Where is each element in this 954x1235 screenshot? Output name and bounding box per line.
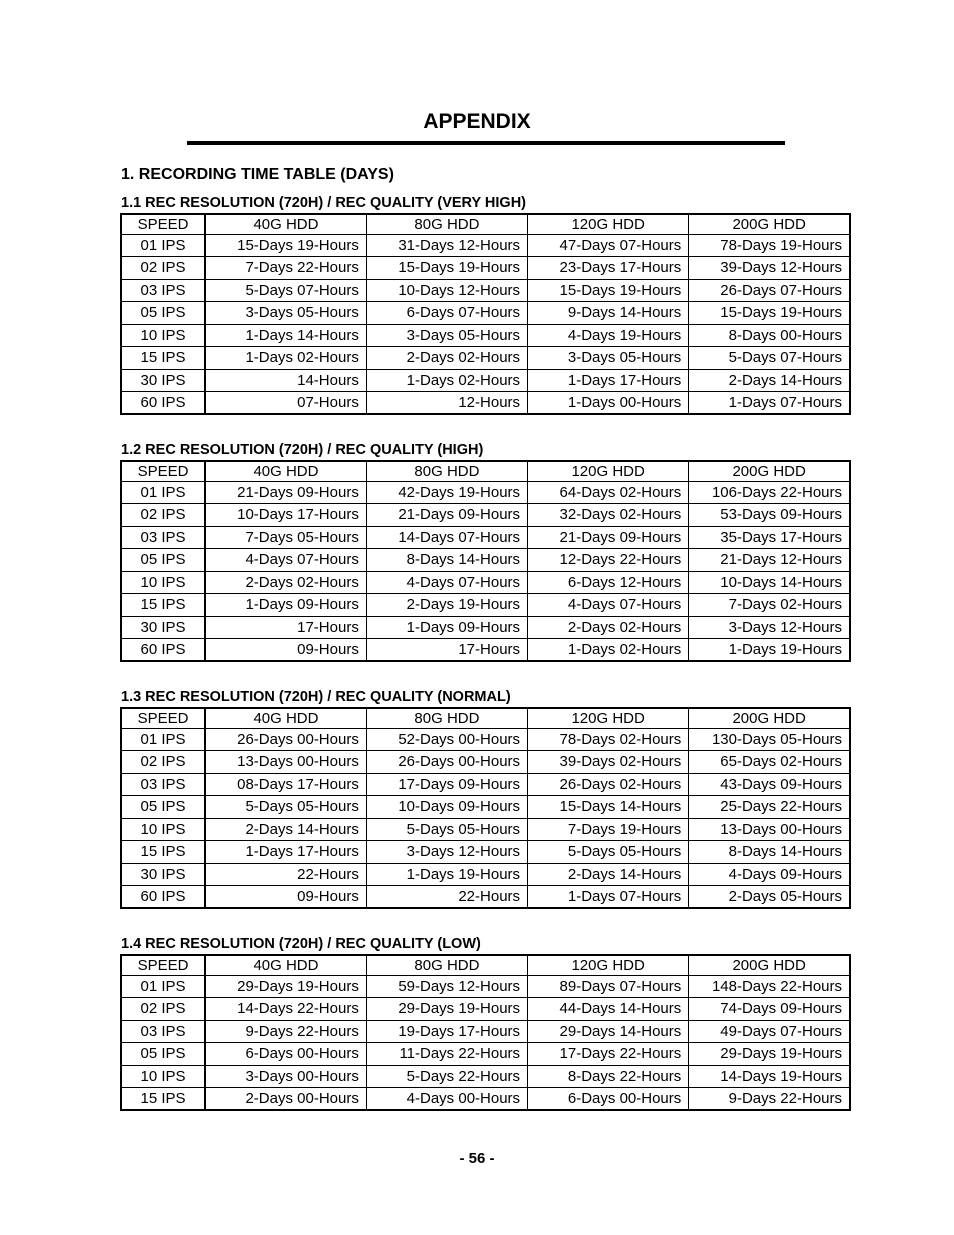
duration-cell: 26-Days 00-Hours	[366, 751, 527, 774]
table-row	[121, 751, 850, 774]
duration-cell: 15-Days 14-Hours	[528, 796, 689, 819]
duration-cell: 31-Days 12-Hours	[366, 234, 527, 257]
duration-cell: 3-Days 00-Hours	[205, 1065, 366, 1088]
duration-cell: 8-Days 00-Hours	[689, 324, 850, 347]
duration-cell: 17-Days 09-Hours	[366, 773, 527, 796]
duration-cell: 2-Days 02-Hours	[528, 616, 689, 639]
duration-cell: 6-Days 00-Hours	[528, 1088, 689, 1111]
table-row	[121, 504, 850, 527]
duration-cell: 6-Days 12-Hours	[528, 571, 689, 594]
duration-cell: 2-Days 02-Hours	[366, 347, 527, 370]
duration-cell: 1-Days 02-Hours	[366, 369, 527, 392]
duration-cell: 1-Days 17-Hours	[528, 369, 689, 392]
duration-cell: 3-Days 12-Hours	[366, 841, 527, 864]
duration-cell: 4-Days 19-Hours	[528, 324, 689, 347]
duration-cell: 42-Days 19-Hours	[366, 481, 527, 504]
speed-cell: 10 IPS	[121, 818, 205, 841]
duration-cell: 3-Days 12-Hours	[689, 616, 850, 639]
duration-cell: 22-Hours	[366, 886, 527, 909]
duration-cell: 49-Days 07-Hours	[689, 1020, 850, 1043]
table-row	[121, 616, 850, 639]
duration-cell: 2-Days 05-Hours	[689, 886, 850, 909]
duration-cell: 15-Days 19-Hours	[689, 302, 850, 325]
table-row	[121, 257, 850, 280]
duration-cell: 4-Days 00-Hours	[366, 1088, 527, 1111]
duration-cell: 14-Days 19-Hours	[689, 1065, 850, 1088]
speed-cell: 03 IPS	[121, 279, 205, 302]
duration-cell: 08-Days 17-Hours	[205, 773, 366, 796]
duration-cell: 4-Days 07-Hours	[205, 549, 366, 572]
table-header-row	[121, 955, 850, 975]
duration-cell: 5-Days 07-Hours	[205, 279, 366, 302]
duration-cell: 43-Days 09-Hours	[689, 773, 850, 796]
duration-cell: 64-Days 02-Hours	[528, 481, 689, 504]
duration-cell: 21-Days 12-Hours	[689, 549, 850, 572]
table-header-row	[121, 461, 850, 481]
duration-cell: 13-Days 00-Hours	[205, 751, 366, 774]
table-row	[121, 1043, 850, 1066]
duration-cell: 10-Days 14-Hours	[689, 571, 850, 594]
duration-cell: 65-Days 02-Hours	[689, 751, 850, 774]
table-heading-normal: 1.3 REC RESOLUTION (720H) / REC QUALITY (NORMAL)	[121, 689, 511, 705]
duration-cell: 2-Days 14-Hours	[528, 863, 689, 886]
table-row	[121, 369, 850, 392]
column-header: 200G HDD	[689, 461, 850, 481]
duration-cell: 53-Days 09-Hours	[689, 504, 850, 527]
column-header: 80G HDD	[366, 214, 527, 234]
table-row	[121, 526, 850, 549]
duration-cell: 09-Hours	[205, 886, 366, 909]
table-row	[121, 728, 850, 751]
duration-cell: 8-Days 14-Hours	[366, 549, 527, 572]
duration-cell: 15-Days 19-Hours	[205, 234, 366, 257]
column-header: 200G HDD	[689, 955, 850, 975]
duration-cell: 25-Days 22-Hours	[689, 796, 850, 819]
duration-cell: 4-Days 07-Hours	[528, 594, 689, 617]
duration-cell: 3-Days 05-Hours	[366, 324, 527, 347]
duration-cell: 89-Days 07-Hours	[528, 975, 689, 998]
column-header: 120G HDD	[528, 955, 689, 975]
duration-cell: 14-Days 07-Hours	[366, 526, 527, 549]
duration-cell: 148-Days 22-Hours	[689, 975, 850, 998]
speed-cell: 05 IPS	[121, 549, 205, 572]
duration-cell: 6-Days 00-Hours	[205, 1043, 366, 1066]
duration-cell: 5-Days 22-Hours	[366, 1065, 527, 1088]
speed-cell: 60 IPS	[121, 886, 205, 909]
table-row	[121, 1020, 850, 1043]
table-row	[121, 302, 850, 325]
duration-cell: 9-Days 22-Hours	[205, 1020, 366, 1043]
duration-cell: 106-Days 22-Hours	[689, 481, 850, 504]
duration-cell: 1-Days 07-Hours	[528, 886, 689, 909]
duration-cell: 1-Days 14-Hours	[205, 324, 366, 347]
duration-cell: 21-Days 09-Hours	[205, 481, 366, 504]
duration-cell: 1-Days 09-Hours	[366, 616, 527, 639]
speed-cell: 05 IPS	[121, 796, 205, 819]
duration-cell: 10-Days 17-Hours	[205, 504, 366, 527]
speed-cell: 03 IPS	[121, 526, 205, 549]
speed-cell: 15 IPS	[121, 1088, 205, 1111]
table-row	[121, 863, 850, 886]
table-row	[121, 998, 850, 1021]
duration-cell: 29-Days 19-Hours	[205, 975, 366, 998]
duration-cell: 29-Days 14-Hours	[528, 1020, 689, 1043]
speed-cell: 03 IPS	[121, 1020, 205, 1043]
duration-cell: 35-Days 17-Hours	[689, 526, 850, 549]
duration-cell: 39-Days 12-Hours	[689, 257, 850, 280]
column-header: 200G HDD	[689, 214, 850, 234]
section-heading: 1. RECORDING TIME TABLE (DAYS)	[121, 166, 394, 183]
duration-cell: 12-Hours	[366, 392, 527, 415]
duration-cell: 1-Days 19-Hours	[689, 639, 850, 662]
speed-cell: 10 IPS	[121, 571, 205, 594]
duration-cell: 13-Days 00-Hours	[689, 818, 850, 841]
duration-cell: 17-Hours	[366, 639, 527, 662]
duration-cell: 5-Days 05-Hours	[366, 818, 527, 841]
speed-cell: 60 IPS	[121, 392, 205, 415]
speed-cell: 03 IPS	[121, 773, 205, 796]
duration-cell: 14-Hours	[205, 369, 366, 392]
duration-cell: 2-Days 14-Hours	[205, 818, 366, 841]
recording-table-high	[120, 460, 851, 662]
duration-cell: 5-Days 05-Hours	[528, 841, 689, 864]
table-row	[121, 594, 850, 617]
duration-cell: 1-Days 02-Hours	[528, 639, 689, 662]
duration-cell: 10-Days 12-Hours	[366, 279, 527, 302]
table-row	[121, 639, 850, 662]
duration-cell: 2-Days 14-Hours	[689, 369, 850, 392]
duration-cell: 2-Days 00-Hours	[205, 1088, 366, 1111]
table-row	[121, 234, 850, 257]
table-row	[121, 279, 850, 302]
table-row	[121, 347, 850, 370]
speed-cell: 02 IPS	[121, 998, 205, 1021]
duration-cell: 6-Days 07-Hours	[366, 302, 527, 325]
duration-cell: 2-Days 02-Hours	[205, 571, 366, 594]
duration-cell: 21-Days 09-Hours	[528, 526, 689, 549]
duration-cell: 59-Days 12-Hours	[366, 975, 527, 998]
duration-cell: 29-Days 19-Hours	[366, 998, 527, 1021]
duration-cell: 9-Days 14-Hours	[528, 302, 689, 325]
table-row	[121, 841, 850, 864]
speed-cell: 02 IPS	[121, 257, 205, 280]
table-row	[121, 886, 850, 909]
duration-cell: 5-Days 07-Hours	[689, 347, 850, 370]
duration-cell: 26-Days 07-Hours	[689, 279, 850, 302]
table-row	[121, 796, 850, 819]
duration-cell: 1-Days 00-Hours	[528, 392, 689, 415]
speed-cell: 01 IPS	[121, 234, 205, 257]
column-header: 80G HDD	[366, 955, 527, 975]
duration-cell: 1-Days 09-Hours	[205, 594, 366, 617]
duration-cell: 26-Days 02-Hours	[528, 773, 689, 796]
duration-cell: 130-Days 05-Hours	[689, 728, 850, 751]
duration-cell: 32-Days 02-Hours	[528, 504, 689, 527]
speed-cell: 10 IPS	[121, 324, 205, 347]
duration-cell: 78-Days 02-Hours	[528, 728, 689, 751]
table-row	[121, 571, 850, 594]
duration-cell: 19-Days 17-Hours	[366, 1020, 527, 1043]
duration-cell: 17-Days 22-Hours	[528, 1043, 689, 1066]
duration-cell: 1-Days 02-Hours	[205, 347, 366, 370]
duration-cell: 4-Days 09-Hours	[689, 863, 850, 886]
duration-cell: 21-Days 09-Hours	[366, 504, 527, 527]
duration-cell: 23-Days 17-Hours	[528, 257, 689, 280]
duration-cell: 14-Days 22-Hours	[205, 998, 366, 1021]
speed-cell: 60 IPS	[121, 639, 205, 662]
duration-cell: 8-Days 22-Hours	[528, 1065, 689, 1088]
duration-cell: 44-Days 14-Hours	[528, 998, 689, 1021]
speed-cell: 01 IPS	[121, 728, 205, 751]
speed-cell: 30 IPS	[121, 863, 205, 886]
column-header: 80G HDD	[366, 461, 527, 481]
duration-cell: 3-Days 05-Hours	[205, 302, 366, 325]
speed-cell: 05 IPS	[121, 302, 205, 325]
table-heading-high: 1.2 REC RESOLUTION (720H) / REC QUALITY (HIGH)	[121, 442, 484, 458]
table-row	[121, 392, 850, 415]
speed-cell: 02 IPS	[121, 751, 205, 774]
duration-cell: 1-Days 19-Hours	[366, 863, 527, 886]
column-header: 120G HDD	[528, 708, 689, 728]
table-heading-low: 1.4 REC RESOLUTION (720H) / REC QUALITY (LOW)	[121, 936, 481, 952]
duration-cell: 29-Days 19-Hours	[689, 1043, 850, 1066]
recording-table-very-high	[120, 213, 851, 415]
column-header: 40G HDD	[205, 955, 366, 975]
duration-cell: 22-Hours	[205, 863, 366, 886]
table-row	[121, 549, 850, 572]
speed-cell: 02 IPS	[121, 504, 205, 527]
table-header-row	[121, 708, 850, 728]
speed-cell: 15 IPS	[121, 594, 205, 617]
duration-cell: 1-Days 17-Hours	[205, 841, 366, 864]
duration-cell: 09-Hours	[205, 639, 366, 662]
page-title: APPENDIX	[423, 110, 531, 133]
speed-cell: 01 IPS	[121, 975, 205, 998]
duration-cell: 39-Days 02-Hours	[528, 751, 689, 774]
column-header: 80G HDD	[366, 708, 527, 728]
duration-cell: 2-Days 19-Hours	[366, 594, 527, 617]
duration-cell: 7-Days 02-Hours	[689, 594, 850, 617]
duration-cell: 3-Days 05-Hours	[528, 347, 689, 370]
duration-cell: 12-Days 22-Hours	[528, 549, 689, 572]
title-underline	[187, 141, 785, 145]
table-heading-very-high: 1.1 REC RESOLUTION (720H) / REC QUALITY (VERY HIGH)	[121, 195, 526, 211]
speed-cell: 01 IPS	[121, 481, 205, 504]
duration-cell: 17-Hours	[205, 616, 366, 639]
duration-cell: 74-Days 09-Hours	[689, 998, 850, 1021]
speed-cell: 05 IPS	[121, 1043, 205, 1066]
duration-cell: 8-Days 14-Hours	[689, 841, 850, 864]
column-header: SPEED	[121, 708, 205, 728]
duration-cell: 26-Days 00-Hours	[205, 728, 366, 751]
table-row	[121, 818, 850, 841]
duration-cell: 4-Days 07-Hours	[366, 571, 527, 594]
speed-cell: 30 IPS	[121, 369, 205, 392]
duration-cell: 1-Days 07-Hours	[689, 392, 850, 415]
column-header: 120G HDD	[528, 214, 689, 234]
table-row	[121, 975, 850, 998]
speed-cell: 30 IPS	[121, 616, 205, 639]
duration-cell: 7-Days 05-Hours	[205, 526, 366, 549]
table-header-row	[121, 214, 850, 234]
duration-cell: 5-Days 05-Hours	[205, 796, 366, 819]
recording-table-normal	[120, 707, 851, 909]
duration-cell: 52-Days 00-Hours	[366, 728, 527, 751]
speed-cell: 15 IPS	[121, 841, 205, 864]
duration-cell: 11-Days 22-Hours	[366, 1043, 527, 1066]
column-header: SPEED	[121, 461, 205, 481]
column-header: 40G HDD	[205, 708, 366, 728]
duration-cell: 7-Days 22-Hours	[205, 257, 366, 280]
table-row	[121, 1065, 850, 1088]
duration-cell: 07-Hours	[205, 392, 366, 415]
speed-cell: 15 IPS	[121, 347, 205, 370]
column-header: 200G HDD	[689, 708, 850, 728]
table-row	[121, 773, 850, 796]
duration-cell: 78-Days 19-Hours	[689, 234, 850, 257]
column-header: 120G HDD	[528, 461, 689, 481]
duration-cell: 9-Days 22-Hours	[689, 1088, 850, 1111]
recording-table-low	[120, 954, 851, 1111]
duration-cell: 15-Days 19-Hours	[528, 279, 689, 302]
duration-cell: 47-Days 07-Hours	[528, 234, 689, 257]
column-header: SPEED	[121, 214, 205, 234]
table-row	[121, 324, 850, 347]
column-header: 40G HDD	[205, 214, 366, 234]
column-header: 40G HDD	[205, 461, 366, 481]
speed-cell: 10 IPS	[121, 1065, 205, 1088]
duration-cell: 10-Days 09-Hours	[366, 796, 527, 819]
duration-cell: 15-Days 19-Hours	[366, 257, 527, 280]
duration-cell: 7-Days 19-Hours	[528, 818, 689, 841]
column-header: SPEED	[121, 955, 205, 975]
table-row	[121, 481, 850, 504]
table-row	[121, 1088, 850, 1111]
page-number: - 56 -	[459, 1150, 495, 1167]
